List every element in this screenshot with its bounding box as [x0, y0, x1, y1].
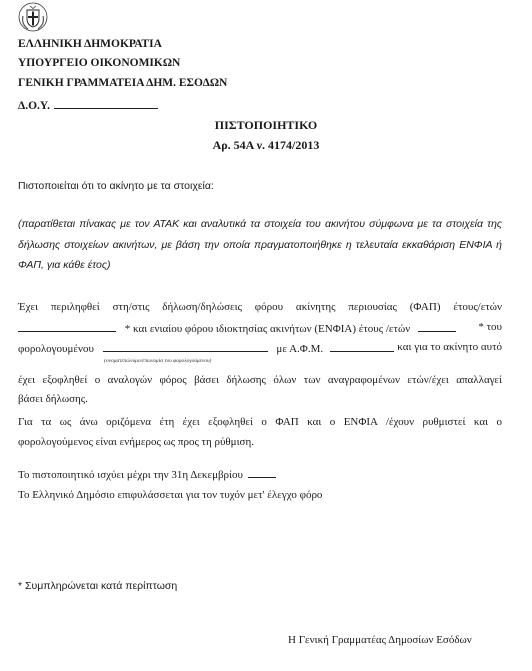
- taxpayer-name-caption: (ονοματεπώνυμο/επωνυμία του φορολογούμενου): [104, 358, 212, 364]
- footnote: * Συμπληρώνεται κατά περίπτωση: [18, 580, 178, 592]
- validity-text: Το πιστοποιητικό ισχύει μέχρι την 31η Δεκεμβρίου: [18, 469, 243, 481]
- para1-line-3-end: και για το ακίνητο αυτό: [397, 341, 502, 353]
- note-line-2: δήλωσης στοιχείων ακινήτων, με βάση την οποία πραγματοποιήθηκε η τελευταία εκκαθάριση ΕΝΦΙΑ ή: [18, 239, 502, 251]
- intro-text: Πιστοποιείται ότι το ακίνητο με τα στοιχεία:: [18, 180, 214, 192]
- page-title: ΠΙΣΤΟΠΟΙΗΤΙΚΟ: [214, 118, 318, 132]
- page-subtitle: Αρ. 54Α ν. 4174/2013: [212, 138, 320, 152]
- header-secretariat: ΓΕΝΙΚΗ ΓΡΑΜΜΑΤΕΙΑ ΔΗΜ. ΕΣΟΔΩΝ: [18, 77, 228, 89]
- taxpayer-label: φορολογουμένου: [18, 343, 94, 355]
- para1-line-2-text: * και ενιαίου φόρου ιδιοκτησίας ακινήτων (ΕΝΦΙΑ) έτους /ετών: [124, 323, 411, 335]
- para2-line-1: Για τα ως άνω οριζόμενα έτη έχει εξοφληθεί ο ΦΑΠ και ο ΕΝΦΙΑ /έχουν ρυθμιστεί και ο: [18, 416, 502, 428]
- signature: Η Γενική Γραμματέας Δημοσίων Εσόδων: [288, 634, 472, 646]
- years-enfia-blank: [418, 321, 456, 332]
- years-fap-blank: [18, 321, 116, 332]
- para1-line-2: [18, 321, 502, 335]
- header-ministry: ΥΠΟΥΡΓΕΙΟ ΟΙΚΟΝΟΜΙΚΩΝ: [18, 57, 181, 69]
- greek-coat-of-arms-icon: [18, 2, 48, 32]
- para1-line-1: Έχει περιληφθεί στη/στις δήλωση/δηλώσεις φόρου ακίνητης περιουσίας (ΦΑΠ) έτους/ετών: [18, 301, 502, 313]
- note-line-1: (παρατίθεται πίνακας με τον ΑΤΑΚ και αναλυτικά τα στοιχεία του ακινήτου σύμφωνα με τα στοιχεία της: [18, 218, 502, 230]
- para1-line-5: βάσει δήλωσης.: [18, 393, 88, 405]
- header-republic: ΕΛΛΗΝΙΚΗ ΔΗΜΟΚΡΑΤΙΑ: [18, 38, 162, 50]
- para2-line-2: φορολογούμενος είναι ενήμερος ως προς τη ρύθμιση.: [18, 436, 254, 448]
- tax-office-blank: [54, 97, 158, 109]
- validity-year-blank: [248, 467, 276, 478]
- taxpayer-name-blank: [103, 341, 268, 352]
- para1-line-2-end: * του: [478, 321, 502, 333]
- reserve-text: Το Ελληνικό Δημόσιο επιφυλάσσεται για τον τυχόν μετ' έλεγχο φόρο: [18, 489, 323, 501]
- validity-line: [18, 467, 276, 481]
- header-tax-office: [18, 97, 158, 112]
- para1-line-4: έχει εξοφληθεί ο αναλογών φόρος βάσει δήλωσης όλων των αναγραφομένων ετών/έχει απαλλαγεί: [18, 374, 502, 386]
- afm-label: με Α.Φ.Μ.: [276, 343, 324, 355]
- afm-blank: [330, 341, 394, 352]
- note-line-3: ΦΑΠ, για κάθε έτος): [18, 259, 111, 271]
- tax-office-label: Δ.Ο.Υ.: [18, 100, 51, 112]
- para1-line-3: [18, 341, 502, 355]
